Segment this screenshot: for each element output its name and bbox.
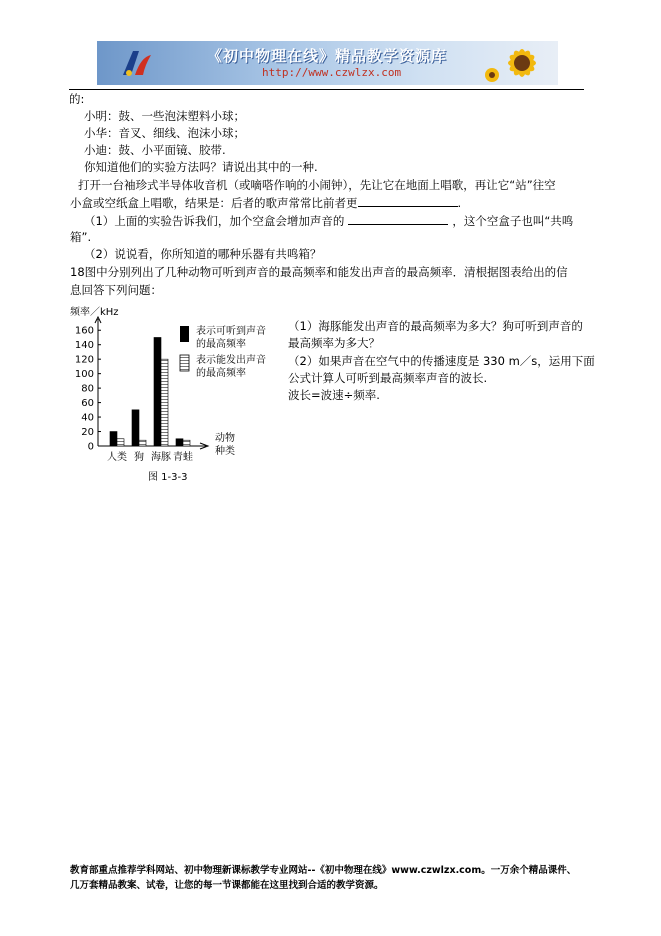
chart-ylabel: 频率／kHz: [70, 307, 119, 318]
text-line: 小明：鼓、一些泡沫塑料小球；: [84, 109, 245, 123]
text-segment: （1）上面的实验告诉我们，加个空盒会增加声音的: [84, 214, 345, 228]
text-line: 小华：音叉、细线、泡沫小球；: [84, 126, 245, 140]
footer-line: 教育部重点推荐学科网站、初中物理新课标教学专业网站--《初中物理在线》www.czwlzx.com。一万余个精品课件、: [70, 865, 577, 876]
text-line: 箱”.: [70, 230, 92, 244]
bar-emit: [183, 440, 190, 446]
question-line: （1）海豚能发出声音的最高频率为多大？狗可听到声音的: [288, 319, 583, 333]
text-segment: ，这个空盒子也叫“共鸣: [452, 214, 574, 228]
legend-label-emit-2: 的最高频率: [196, 368, 246, 379]
chart-xlabel-line-2: 种类: [215, 446, 235, 457]
y-tick-label: 160: [74, 325, 94, 337]
legend-label-hear-2: 的最高频率: [196, 339, 246, 350]
y-tick-label: 40: [81, 412, 94, 424]
category-label: 人类: [107, 452, 127, 463]
footer-line: 几万套精品教案、试卷，让您的每一节课都能在这里找到合适的教学资源。: [70, 880, 384, 891]
text-line: 小迪：鼓、小平面镜、胶带.: [84, 143, 226, 157]
bar-emit: [139, 440, 146, 446]
legend-label-emit-1: 表示能发出声音: [196, 355, 266, 366]
header-banner: [97, 41, 558, 85]
bar-hear: [132, 410, 139, 446]
banner-title: 《初中物理在线》精品教学资源库: [207, 47, 448, 65]
category-label: 海豚: [151, 452, 171, 463]
text-line: 息回答下列问题：: [70, 283, 162, 297]
site-logo-icon: [119, 47, 155, 79]
text-line: （2）说说看，你所知道的哪种乐器有共鸣箱？: [84, 247, 322, 261]
legend-swatch-emit: [180, 355, 189, 371]
chart-xlabel-line-1: 动物: [215, 433, 235, 444]
y-tick-label: 120: [74, 354, 94, 366]
header-divider: [69, 89, 584, 90]
question-line: （2）如果声音在空气中的传播速度是 330 m／s，运用下面: [288, 354, 595, 368]
text-line: 小盒或空纸盒上唱歌，结果是：后者的歌声常常比前者更 .: [70, 196, 462, 210]
frequency-bar-chart: [68, 305, 288, 485]
legend-label-hear-1: 表示可听到声音: [196, 326, 266, 337]
text-line: 打开一台袖珍式半导体收音机（或嘀嗒作响的小闹钟），先让它在地面上唱歌，再让它“站”往空: [78, 178, 556, 192]
text-line: [84, 212, 573, 229]
text-line: 的:: [69, 92, 85, 106]
question-line: 公式计算人可听到最高频率声音的波长.: [288, 371, 488, 385]
bar-hear: [176, 439, 183, 446]
y-tick-label: 0: [87, 441, 94, 453]
legend-swatch-hear: [180, 326, 189, 342]
text-line: 你知道他们的实验方法吗？请说出其中的一种.: [84, 160, 318, 174]
answer-blank[interactable]: [348, 212, 448, 225]
bar-emit: [117, 439, 124, 446]
banner-url[interactable]: http://www.czwlzx.com: [262, 66, 402, 79]
y-tick-label: 140: [74, 340, 94, 352]
y-tick-label: 20: [81, 427, 94, 439]
y-tick-label: 80: [81, 383, 94, 395]
answer-blank[interactable]: [358, 194, 458, 207]
text-segment: 小盒或空纸盒上唱歌，结果是：后者的歌声常常比前者更: [70, 196, 358, 210]
y-tick-label: 60: [81, 398, 94, 410]
bar-hear: [110, 432, 117, 446]
text-line: 18图中分别列出了几种动物可听到声音的最高频率和能发出声音的最高频率．清根据图表给出的信: [70, 265, 568, 279]
category-label: 青蛙: [173, 452, 193, 463]
chart-caption: 图 1-3-3: [148, 472, 188, 483]
bar-hear: [154, 337, 161, 446]
y-tick-label: 100: [74, 369, 94, 381]
question-line: 最高频率为多大？: [288, 336, 380, 350]
bar-emit: [161, 359, 168, 446]
sunflower-icon: [482, 41, 552, 85]
question-line: 波长=波速÷频率.: [288, 388, 380, 402]
category-label: 狗: [134, 452, 144, 463]
